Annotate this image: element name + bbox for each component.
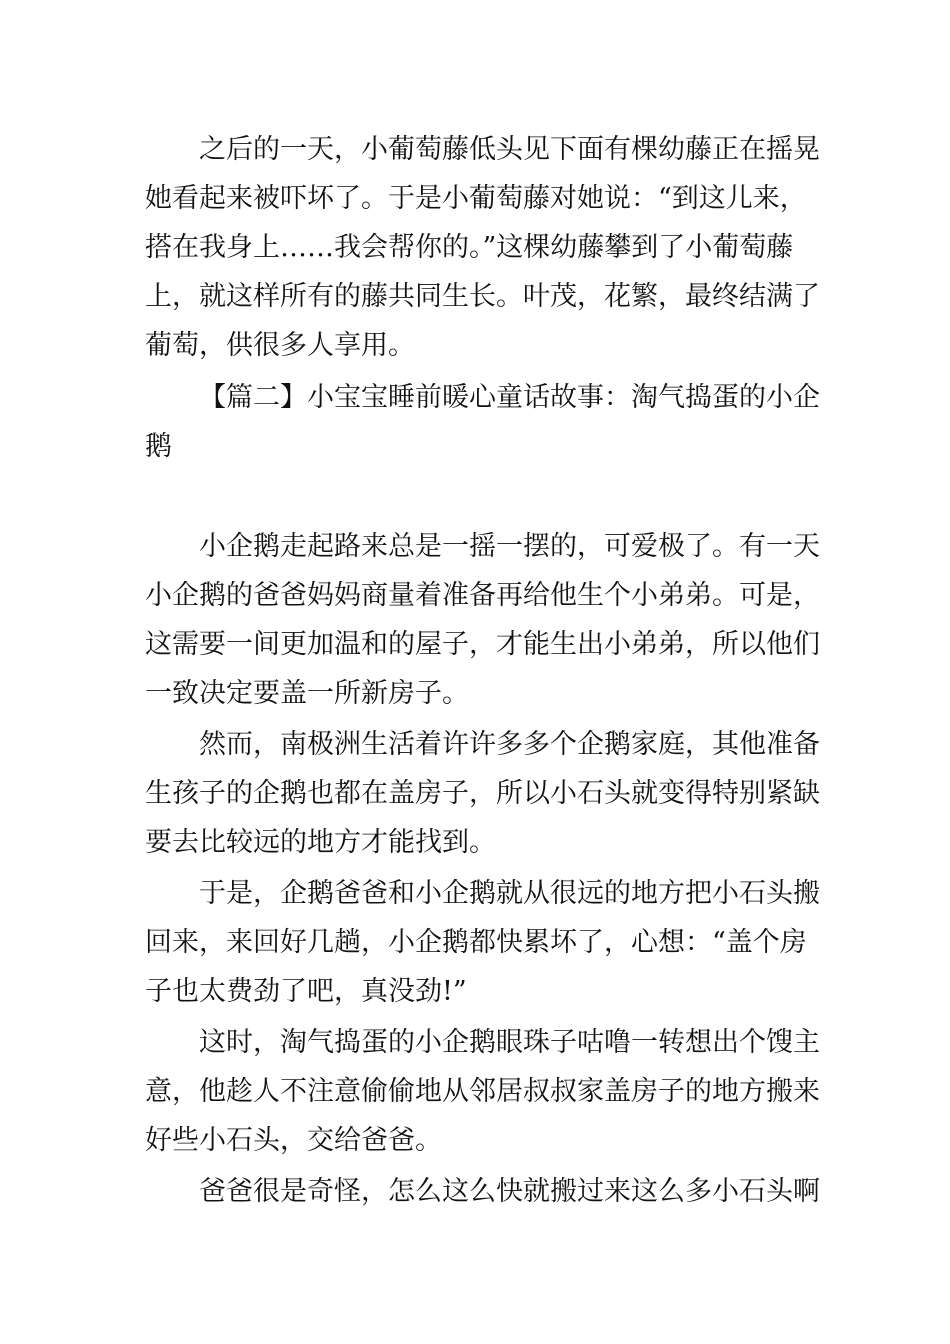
paragraph-line bbox=[0, 1119, 950, 1163]
paragraph-line bbox=[0, 921, 950, 965]
text-line: 上，就这样所有的藤共同生长。叶茂，花繁，最终结满了 bbox=[145, 281, 820, 312]
paragraph-line bbox=[0, 672, 950, 716]
paragraph-line bbox=[0, 275, 950, 319]
text-line: 她看起来被吓坏了。于是小葡萄藤对她说：“到这儿来， bbox=[145, 183, 807, 214]
paragraph-line bbox=[0, 872, 950, 916]
text-line: 生孩子的企鹅也都在盖房子，所以小石头就变得特别紧缺 bbox=[145, 778, 820, 809]
text-line: 搭在我身上……我会帮你的。”这棵幼藤攀到了小葡萄藤 bbox=[145, 232, 794, 263]
text-line: 葡萄，供很多人享用。 bbox=[145, 330, 415, 361]
paragraph-line bbox=[0, 574, 950, 618]
paragraph-line bbox=[0, 1170, 950, 1214]
text-line: 爸爸很是奇怪，怎么这么快就搬过来这么多小石头啊 bbox=[199, 1176, 820, 1207]
section-heading: 鹅 bbox=[145, 431, 172, 462]
paragraph-line bbox=[0, 1070, 950, 1114]
paragraph-line bbox=[0, 623, 950, 667]
text-line: 好些小石头，交给爸爸。 bbox=[145, 1125, 442, 1156]
section-heading-line bbox=[0, 425, 950, 469]
paragraph-line bbox=[0, 1021, 950, 1065]
section-heading-line bbox=[0, 376, 950, 420]
paragraph-line bbox=[0, 723, 950, 767]
paragraph-line bbox=[0, 970, 950, 1014]
paragraph-line bbox=[0, 128, 950, 172]
text-line: 小企鹅的爸爸妈妈商量着准备再给他生个小弟弟。可是， bbox=[145, 580, 820, 611]
paragraph-line bbox=[0, 177, 950, 221]
text-line: 小企鹅走起路来总是一摇一摆的，可爱极了。有一天 bbox=[199, 531, 820, 562]
text-line: 之后的一天，小葡萄藤低头见下面有棵幼藤正在摇晃 bbox=[199, 134, 820, 165]
paragraph-line bbox=[0, 821, 950, 865]
text-line: 子也太费劲了吧，真没劲!” bbox=[145, 976, 467, 1007]
paragraph-line bbox=[0, 525, 950, 569]
text-line: 这需要一间更加温和的屋子，才能生出小弟弟，所以他们 bbox=[145, 629, 820, 660]
text-line: 要去比较远的地方才能找到。 bbox=[145, 827, 496, 858]
text-line: 这时，淘气捣蛋的小企鹅眼珠子咕噜一转想出个馊主 bbox=[199, 1027, 820, 1058]
text-line: 于是，企鹅爸爸和小企鹅就从很远的地方把小石头搬 bbox=[199, 878, 820, 909]
paragraph-line bbox=[0, 772, 950, 816]
text-line: 回来，来回好几趟，小企鹅都快累坏了，心想：“盖个房 bbox=[145, 927, 807, 958]
paragraph-line bbox=[0, 324, 950, 368]
text-line: 意，他趁人不注意偷偷地从邻居叔叔家盖房子的地方搬来 bbox=[145, 1076, 820, 1107]
paragraph-line bbox=[0, 226, 950, 270]
text-line: 一致决定要盖一所新房子。 bbox=[145, 678, 469, 709]
section-heading: 【篇二】小宝宝睡前暖心童话故事：淘气捣蛋的小企 bbox=[199, 382, 820, 413]
text-line: 然而，南极洲生活着许许多多个企鹅家庭，其他准备 bbox=[199, 729, 820, 760]
